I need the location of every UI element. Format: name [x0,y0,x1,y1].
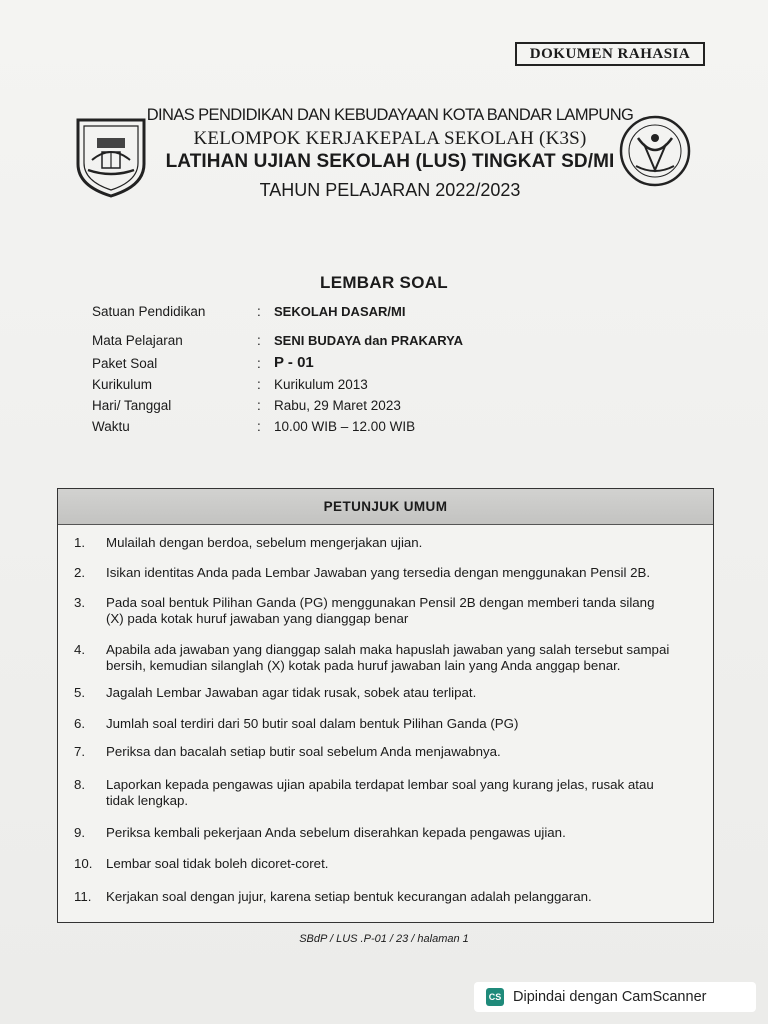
identity-label: Kurikulum [92,377,153,392]
instruction-text: (X) pada kotak huruf jawaban yang dianggap benar [106,611,409,626]
identity-label: Mata Pelajaran [92,333,183,348]
identity-row-kurikulum [92,377,652,397]
identity-label: Waktu [92,419,130,434]
instruction-number: 8. [74,777,86,792]
header-exam-title: LATIHAN UJIAN SEKOLAH (LUS) TINGKAT SD/MI [165,151,615,172]
identity-value: 10.00 WIB – 12.00 WIB [274,419,416,434]
identity-value: Rabu, 29 Maret 2023 [274,398,401,413]
instruction-text: Isikan identitas Anda pada Lembar Jawaban yang tersedia dengan menggunakan Pensil 2B. [106,565,651,580]
identity-value: SEKOLAH DASAR/MI [274,304,406,319]
instruction-number: 7. [74,744,86,759]
instruction-text: Periksa kembali pekerjaan Anda sebelum diserahkan kepada pengawas ujian. [106,825,566,840]
identity-colon: : [257,333,261,348]
identity-value: SENI BUDAYA dan PRAKARYA [274,333,464,348]
identity-value: Kurikulum 2013 [274,377,368,392]
identity-value: P - 01 [274,354,314,371]
identity-row-mapel [92,333,652,353]
instruction-text: tidak lengkap. [106,793,189,808]
instructions-title: PETUNJUK UMUM [323,499,448,514]
camscanner-text: Dipindai dengan CamScanner [513,989,707,1005]
instruction-number: 4. [74,642,86,657]
identity-colon: : [257,304,261,319]
identity-colon: : [257,377,261,392]
instruction-number: 11. [74,889,92,904]
instruction-text: Mulailah dengan berdoa, sebelum mengerjakan ujian. [106,535,423,550]
instruction-number: 2. [74,565,86,580]
confidential-stamp: DOKUMEN RAHASIA [515,42,705,66]
identity-colon: : [257,356,261,371]
instruction-text: Kerjakan soal dengan jujur, karena setiap bentuk kecurangan adalah pelanggaran. [106,889,592,904]
instruction-number: 9. [74,825,86,840]
identity-row-paket [92,356,652,376]
instruction-text: Jagalah Lembar Jawaban agar tidak rusak, sobek atau terlipat. [106,685,477,700]
identity-label: Satuan Pendidikan [92,304,206,319]
camscanner-logo-icon: CS [486,988,504,1006]
instruction-text: Jumlah soal terdiri dari 50 butir soal dalam bentuk Pilihan Ganda (PG) [106,716,519,731]
instruction-number: 5. [74,685,86,700]
identity-colon: : [257,419,261,434]
instruction-number: 10. [74,856,93,871]
identity-row-waktu [92,419,652,439]
identity-colon: : [257,398,261,413]
identity-row-tanggal [92,398,652,418]
identity-label: Hari/ Tanggal [92,398,172,413]
instruction-number: 6. [74,716,86,731]
instruction-text: Apabila ada jawaban yang dianggap salah maka hapuslah jawaban yang salah tersebut sampai [106,642,670,657]
identity-label: Paket Soal [92,356,158,371]
instruction-text: Pada soal bentuk Pilihan Ganda (PG) menggunakan Pensil 2B dengan memberi tanda silang [106,595,655,610]
instruction-text: Lembar soal tidak boleh dicoret-coret. [106,856,329,871]
header-agency: DINAS PENDIDIKAN DAN KEBUDAYAAN KOTA BANDAR LAMPUNG [146,106,634,124]
page-title: LEMBAR SOAL [320,273,448,292]
instruction-text: bersih, kemudian silanglah (X) kotak pada huruf jawaban lain yang Anda anggap benar. [106,658,621,673]
instruction-number: 1. [74,535,86,550]
header-school-year: TAHUN PELAJARAN 2022/2023 [259,180,521,200]
instructions-header [58,489,713,525]
instruction-text: Laporkan kepada pengawas ujian apabila terdapat lembar soal yang kurang jelas, rusak atau [106,777,654,792]
instructions-box [57,488,714,923]
identity-row-satuan [92,304,652,324]
instruction-number: 3. [74,595,86,610]
camscanner-watermark [474,982,756,1012]
header-k3s: KELOMPOK KERJAKEPALA SEKOLAH (K3S) [193,128,587,149]
instruction-text: Periksa dan bacalah setiap butir soal sebelum Anda menjawabnya. [106,744,501,759]
page-footer-code: SBdP / LUS .P-01 / 23 / halaman 1 [299,933,469,945]
